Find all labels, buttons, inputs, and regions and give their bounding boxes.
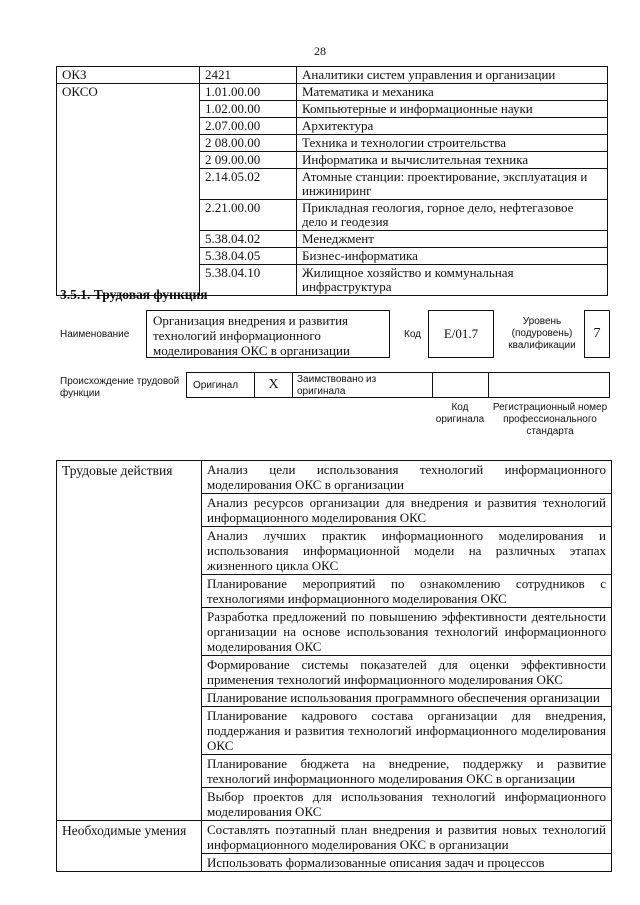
registration-number-cell (489, 373, 609, 397)
skill-row-text: Составлять поэтапный план внедрения и развития новых технологий информационного моделирования ОКС в организации (202, 821, 612, 854)
code-cell: 1.02.00.00 (200, 101, 297, 118)
labor-action-row-text: Анализ лучших практик информационного моделирования и использования информационной модели на различных этапах жизненного цикла ОКС (202, 527, 612, 575)
code-name-cell: Аналитики систем управления и организации (297, 67, 608, 84)
borrowed-cell (293, 373, 433, 397)
labor-action-row (57, 461, 612, 494)
section-title: 3.5.1. Трудовая функция (60, 287, 208, 302)
code-cell: 2.21.00.00 (200, 200, 297, 231)
original-mark: X (255, 373, 293, 397)
code-name-cell: Прикладная геология, горное дело, нефтегазовое дело и геодезия (297, 200, 608, 231)
code-cell: 2.07.00.00 (200, 118, 297, 135)
classification-codes-table (56, 66, 608, 296)
qualification-level-box: 7 (584, 310, 610, 358)
code-name-cell: Менеджмент (297, 231, 608, 248)
classifier-label: ОКСО (57, 84, 200, 296)
code-name-cell: Компьютерные и информационные науки (297, 101, 608, 118)
code-cell: 5.38.04.05 (200, 248, 297, 265)
labor-action-row-text: Выбор проектов для использования технологий информационного моделирования ОКС (202, 788, 612, 821)
original-label: Оригинал (193, 380, 239, 391)
code-cell: 5.38.04.10 (200, 265, 297, 296)
code-caption: Код оригинала (435, 402, 485, 425)
borrowed-label: Заимствовано из оригинала (297, 374, 377, 397)
level-label: Уровень (подуровень) квалификации (508, 316, 576, 351)
code-label: Код (404, 329, 422, 340)
code-name-cell: Архитектура (297, 118, 608, 135)
code-cell: 2 09.00.00 (200, 152, 297, 169)
code-name-cell: Атомные станции: проектирование, эксплуатация и инжиниринг (297, 169, 608, 200)
code-cell: 2 08.00.00 (200, 135, 297, 152)
origin-label: Происхождение трудовой функции (60, 376, 180, 399)
labor-action-row-text: Анализ ресурсов организации для внедрения и развития технологий информационного моделирования ОКС (202, 494, 612, 527)
code-cell: 2421 (200, 67, 297, 84)
name-label: Наименование (60, 329, 130, 340)
skill-row (57, 821, 612, 854)
original-cell (187, 373, 255, 397)
code-name-cell: Техника и технологии строительства (297, 135, 608, 152)
skill-row-text: Использовать формализованные описания задач и процессов (202, 854, 612, 872)
code-cell: 5.38.04.02 (200, 231, 297, 248)
function-name-box: Организация внедрения и развития технологий информационного моделирования ОКС в организации (146, 310, 390, 358)
code-name-cell: Бизнес-информатика (297, 248, 608, 265)
original-code-cell (433, 373, 489, 397)
labor-action-row-text: Формирование системы показателей для оценки эффективности применения технологий информационного моделирования ОКС (202, 656, 612, 689)
labor-action-row-text: Планирование бюджета на внедрение, поддержку и развитие технологий информационного моделирования ОКС в организации (202, 755, 612, 788)
code-row (57, 67, 608, 84)
labor-action-row-text: Планирование использования программного обеспечения организации (202, 689, 612, 707)
classifier-label: ОКЗ (57, 67, 200, 84)
page-number: 28 (314, 44, 326, 58)
code-cell: 1.01.00.00 (200, 84, 297, 101)
labor-action-row-text: Разработка предложений по повышению эффективности деятельности организации на основе использования технологий информационного моделирования ОКС (202, 608, 612, 656)
function-code-box: E/01.7 (428, 310, 494, 358)
labor-action-row-text: Планирование кадрового состава организации для внедрения, поддержания и развития технологий информационного моделирования ОКС (202, 707, 612, 755)
code-row (57, 84, 608, 101)
labor-action-row-text: Анализ цели использования технологий информационного моделирования ОКС в организации (202, 461, 612, 494)
origin-row (186, 372, 610, 398)
code-cell: 2.14.05.02 (200, 169, 297, 200)
registration-caption: Регистрационный номер профессионального стандарта (492, 402, 608, 437)
labor-function-table (56, 460, 612, 872)
labor-action-row-text: Планирование мероприятий по ознакомлению сотрудников с технологиями информационного моделирования ОКС (202, 575, 612, 608)
code-name-cell: Жилищное хозяйство и коммунальная инфраструктура (297, 265, 608, 296)
labor-actions-header: Трудовые действия (57, 461, 202, 821)
code-name-cell: Математика и механика (297, 84, 608, 101)
skills-header: Необходимые умения (57, 821, 202, 872)
code-name-cell: Информатика и вычислительная техника (297, 152, 608, 169)
